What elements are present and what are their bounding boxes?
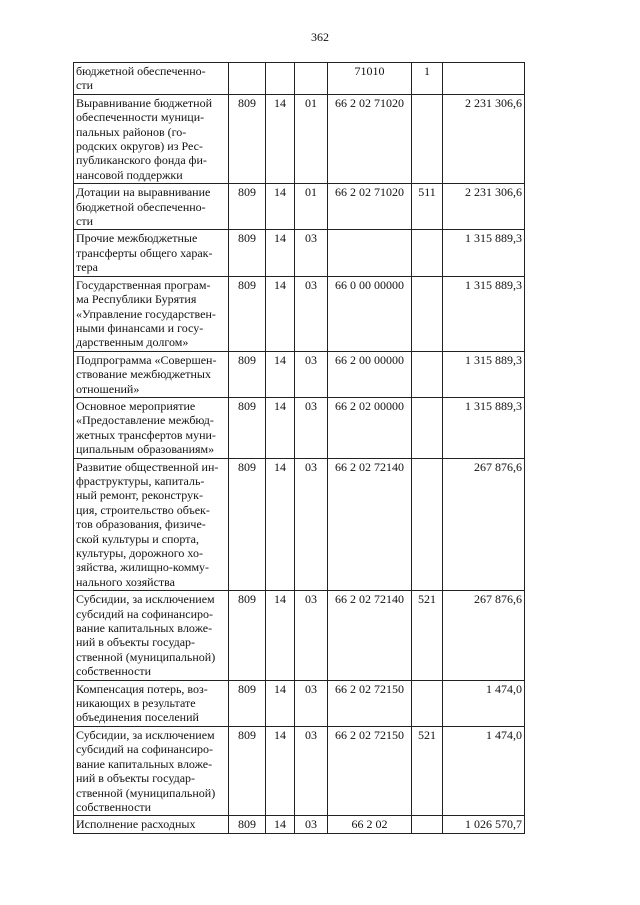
cell-target-article: 66 2 02 72150 <box>328 680 412 726</box>
cell-amount: 267 876,6 <box>443 458 525 591</box>
name-line: вание капитальных вложе- <box>76 621 213 636</box>
name-line: собственности <box>76 664 152 679</box>
cell-target-article: 66 2 02 71020 <box>328 94 412 183</box>
cell-target-article: 66 2 00 00000 <box>328 351 412 397</box>
cell-section: 14 <box>266 276 295 351</box>
budget-table-body <box>74 63 525 834</box>
cell-subsection: 03 <box>295 816 328 833</box>
name-line: культуры, дорожного хо- <box>76 546 203 560</box>
table-row <box>74 351 525 397</box>
cell-section: 14 <box>266 397 295 458</box>
cell-subsection: 03 <box>295 230 328 276</box>
name-line: «Управление государствен- <box>76 306 216 321</box>
cell-amount: 1 026 570,7 <box>443 816 525 833</box>
cell-admin-code: 809 <box>229 230 266 276</box>
cell-amount: 2 231 306,6 <box>443 94 525 183</box>
cell-amount: 1 315 889,3 <box>443 230 525 276</box>
name-line: субсидий на софинансиро- <box>76 606 213 621</box>
name-line: ма Республики Бурятия <box>76 292 197 307</box>
name-line: бюджетной обеспеченно- <box>76 64 206 78</box>
name-line: трансферты общего харак- <box>76 245 213 260</box>
cell-admin-code: 809 <box>229 816 266 833</box>
name-line: никающих в результате <box>76 696 196 711</box>
cell-expense-kind <box>412 276 443 351</box>
name-line: зяйства, жилищно-комму- <box>76 560 210 575</box>
name-line: объединения поселений <box>76 710 199 725</box>
cell-subsection: 03 <box>295 397 328 458</box>
name-line: бюджетной обеспеченно- <box>76 199 206 214</box>
cell-target-article: 66 2 02 72140 <box>328 591 412 680</box>
cell-admin-code: 809 <box>229 276 266 351</box>
cell-name <box>74 726 229 815</box>
cell-expense-kind: 511 <box>412 184 443 230</box>
cell-section: 14 <box>266 230 295 276</box>
name-line: Прочие межбюджетные <box>76 231 198 246</box>
cell-subsection: 01 <box>295 94 328 183</box>
name-line: ственной (муниципальной) <box>76 785 216 800</box>
cell-name <box>74 591 229 680</box>
cell-section: 14 <box>266 458 295 591</box>
cell-section: 14 <box>266 351 295 397</box>
name-line: ный ремонт, реконструк- <box>76 488 203 503</box>
table-row <box>74 591 525 680</box>
cell-name <box>74 816 229 833</box>
cell-subsection: 03 <box>295 591 328 680</box>
cell-admin-code: 809 <box>229 184 266 230</box>
table-row <box>74 726 525 815</box>
name-line: «Предоставление межбюд- <box>76 413 214 428</box>
cell-expense-kind <box>412 458 443 591</box>
cell-subsection: 03 <box>295 351 328 397</box>
cell-amount: 1 315 889,3 <box>443 276 525 351</box>
table-row <box>74 680 525 726</box>
cell-admin-code: 809 <box>229 351 266 397</box>
name-line: Выравнивание бюджетной <box>76 95 213 110</box>
cell-target-article: 66 0 00 00000 <box>328 276 412 351</box>
name-line: ственной (муниципальной) <box>76 649 216 664</box>
cell-name <box>74 276 229 351</box>
name-line: ция, строительство объек- <box>76 502 210 517</box>
cell-expense-kind <box>412 680 443 726</box>
table-row <box>74 276 525 351</box>
name-line: собственности <box>76 799 152 814</box>
name-line: тера <box>76 260 98 275</box>
name-line: ний в объекты государ- <box>76 771 196 786</box>
table-row <box>74 397 525 458</box>
cell-name <box>74 230 229 276</box>
name-line: Исполнение расходных <box>76 817 196 832</box>
name-line: отношений» <box>76 381 140 396</box>
table-row <box>74 230 525 276</box>
name-line: Субсидии, за исключением <box>76 727 215 742</box>
name-line: пальных районов (го- <box>76 124 187 139</box>
cell-name <box>74 397 229 458</box>
cell-expense-kind <box>412 397 443 458</box>
cell-target-article <box>328 230 412 276</box>
name-line: обеспеченности муници- <box>76 110 205 125</box>
name-line: субсидий на софинансиро- <box>76 742 213 757</box>
name-line: публиканского фонда фи- <box>76 153 207 168</box>
cell-target-article: 66 2 02 72140 <box>328 458 412 591</box>
cell-name <box>74 458 229 591</box>
table-row <box>74 94 525 183</box>
cell-expense-kind: 1 <box>412 63 443 95</box>
cell-name <box>74 94 229 183</box>
name-line: вание капитальных вложе- <box>76 756 213 771</box>
cell-target-article: 66 2 02 72150 <box>328 726 412 815</box>
cell-amount: 1 474,0 <box>443 726 525 815</box>
cell-expense-kind <box>412 351 443 397</box>
name-line: ствование межбюджетных <box>76 367 211 382</box>
name-line: нансовой поддержки <box>76 167 183 182</box>
cell-section: 14 <box>266 680 295 726</box>
cell-admin-code: 809 <box>229 591 266 680</box>
name-line: родских округов) из Рес- <box>76 139 203 154</box>
name-line: Основное мероприятие <box>76 398 196 413</box>
cell-subsection: 03 <box>295 458 328 591</box>
cell-section: 14 <box>266 816 295 833</box>
cell-name <box>74 63 229 95</box>
name-line: фраструктуры, капиталь- <box>76 473 205 488</box>
name-line: тов образования, физиче- <box>76 517 206 532</box>
cell-subsection: 01 <box>295 184 328 230</box>
name-line: ными финансами и госу- <box>76 320 204 335</box>
cell-admin-code: 809 <box>229 94 266 183</box>
name-line: Субсидии, за исключением <box>76 592 215 607</box>
cell-target-article: 66 2 02 <box>328 816 412 833</box>
cell-expense-kind <box>412 816 443 833</box>
name-line: ской культуры и спорта, <box>76 531 199 546</box>
cell-admin-code <box>229 63 266 95</box>
cell-expense-kind: 521 <box>412 591 443 680</box>
page-number: 362 <box>311 30 329 44</box>
name-line: Подпрограмма «Совершен- <box>76 352 217 367</box>
name-line: нального хозяйства <box>76 574 175 589</box>
cell-amount <box>443 63 525 95</box>
cell-admin-code: 809 <box>229 397 266 458</box>
name-line: дарственным долгом» <box>76 335 189 350</box>
cell-expense-kind: 521 <box>412 726 443 815</box>
name-line: Дотации на выравнивание <box>76 185 211 200</box>
cell-name <box>74 351 229 397</box>
cell-section: 14 <box>266 94 295 183</box>
name-line: ний в объекты государ- <box>76 635 196 650</box>
table-row <box>74 63 525 95</box>
name-line: Развитие общественной ин- <box>76 459 219 474</box>
cell-target-article: 66 2 02 00000 <box>328 397 412 458</box>
cell-subsection: 03 <box>295 726 328 815</box>
table-row <box>74 816 525 833</box>
cell-amount: 1 315 889,3 <box>443 397 525 458</box>
cell-target-article: 71010 <box>328 63 412 95</box>
table-row <box>74 458 525 591</box>
name-line: Компенсация потерь, воз- <box>76 681 208 696</box>
cell-subsection: 03 <box>295 680 328 726</box>
cell-section: 14 <box>266 184 295 230</box>
cell-section: 14 <box>266 591 295 680</box>
cell-expense-kind <box>412 230 443 276</box>
cell-target-article: 66 2 02 71020 <box>328 184 412 230</box>
cell-amount: 2 231 306,6 <box>443 184 525 230</box>
cell-admin-code: 809 <box>229 458 266 591</box>
budget-table <box>73 62 525 834</box>
name-line: сти <box>76 214 93 229</box>
cell-admin-code: 809 <box>229 726 266 815</box>
name-line: Государственная програм- <box>76 277 211 292</box>
cell-amount: 1 474,0 <box>443 680 525 726</box>
cell-subsection <box>295 63 328 95</box>
table-row <box>74 184 525 230</box>
cell-name <box>74 184 229 230</box>
cell-admin-code: 809 <box>229 680 266 726</box>
cell-subsection: 03 <box>295 276 328 351</box>
cell-amount: 267 876,6 <box>443 591 525 680</box>
name-line: ципальным образованиям» <box>76 442 215 457</box>
name-line: сти <box>76 78 93 93</box>
cell-section: 14 <box>266 726 295 815</box>
name-line: жетных трансфертов муни- <box>76 427 216 442</box>
cell-section <box>266 63 295 95</box>
cell-name <box>74 680 229 726</box>
cell-amount: 1 315 889,3 <box>443 351 525 397</box>
cell-expense-kind <box>412 94 443 183</box>
